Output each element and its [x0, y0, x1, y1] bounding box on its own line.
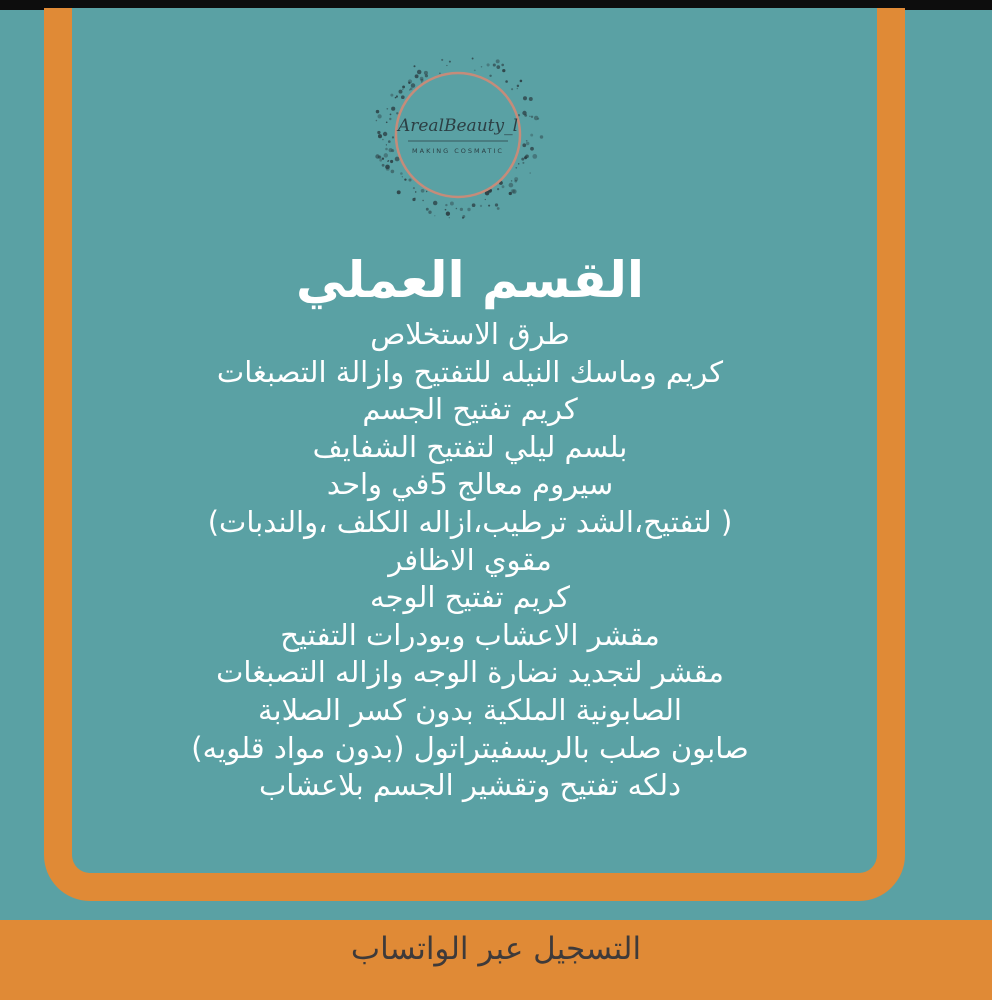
logo-dot	[422, 200, 423, 201]
logo-dot	[391, 107, 395, 111]
logo-dot	[530, 147, 534, 151]
logo-dot	[474, 70, 476, 72]
logo-dot	[402, 176, 403, 177]
logo-dot	[531, 116, 533, 118]
logo-dots	[375, 58, 543, 219]
logo-dot	[493, 63, 496, 66]
logo-dot	[449, 61, 451, 63]
logo-dot	[497, 188, 499, 190]
logo-dot	[511, 88, 513, 90]
logo-dot	[417, 70, 421, 74]
logo-dot	[472, 203, 476, 207]
logo-dot	[408, 79, 412, 83]
logo-dot	[497, 207, 500, 210]
logo-dot	[433, 201, 437, 205]
logo-dot	[395, 97, 397, 99]
logo-dot	[413, 65, 415, 67]
logo-dot	[401, 95, 405, 99]
logo-dot	[526, 140, 528, 142]
course-items-list	[100, 316, 840, 805]
logo-dot	[522, 111, 526, 115]
logo-dot	[522, 143, 526, 147]
logo-dot	[402, 88, 404, 90]
logo-dot	[532, 154, 537, 159]
logo-dot	[520, 80, 523, 83]
logo-dot	[502, 185, 505, 188]
logo-dot	[446, 65, 447, 66]
logo-dot	[529, 116, 530, 117]
logo-dot	[421, 189, 425, 193]
logo-dot	[462, 217, 464, 219]
logo-dot	[384, 153, 388, 157]
logo-dot	[412, 198, 415, 201]
logo-dot	[502, 69, 505, 72]
logo-dot	[523, 96, 527, 100]
logo-dot	[496, 59, 500, 63]
list-item: بلسم ليلي لتفتيح الشفايف	[312, 429, 628, 464]
logo-dot	[402, 85, 405, 88]
page-title: القسم العملي	[295, 251, 645, 309]
logo-dot	[390, 114, 392, 116]
logo-dot	[386, 144, 387, 145]
logo-dot	[496, 65, 500, 69]
logo-dot	[396, 112, 398, 114]
logo-dot	[378, 134, 382, 138]
list-item: كريم تفتيح الجسم	[362, 392, 578, 427]
logo-dot	[480, 205, 482, 207]
logo-dot	[411, 83, 415, 87]
whatsapp-registration-label[interactable]: التسجيل عبر الواتساب	[350, 931, 642, 967]
logo-dot	[485, 199, 486, 200]
logo-dot	[426, 208, 429, 211]
logo-dot	[450, 202, 454, 206]
logo-dot	[404, 178, 406, 180]
logo-dot	[522, 162, 524, 164]
logo-dot	[409, 89, 411, 91]
logo-dot	[445, 204, 447, 206]
logo-dot	[377, 131, 380, 134]
logo-dot	[397, 190, 401, 194]
logo-dot	[413, 187, 415, 189]
logo-dot	[421, 81, 422, 82]
logo-dot	[390, 160, 393, 163]
logo-dot	[509, 183, 514, 188]
logo-dot	[392, 136, 394, 138]
logo-dot	[382, 164, 385, 167]
logo-dot	[445, 209, 447, 211]
list-item: ( لتفتيح،الشد ترطيب،ازاله الكلف ،والندبات)	[207, 504, 733, 539]
logo-dot	[382, 139, 384, 141]
logo-dot	[376, 120, 378, 122]
logo-dot	[518, 163, 520, 165]
logo-dot	[515, 167, 517, 169]
logo-dot	[400, 172, 403, 175]
logo-dot	[390, 94, 393, 97]
logo-dot	[481, 66, 483, 68]
logo-name: ArealBeauty_l	[397, 116, 519, 136]
list-item: مقوي الاظافر	[388, 542, 552, 577]
logo-dot	[415, 191, 416, 192]
logo-dot	[408, 178, 411, 181]
logo-dot	[386, 121, 388, 123]
logo-dot	[439, 72, 441, 74]
logo-dot	[377, 114, 381, 118]
logo-dot	[495, 203, 498, 206]
logo-dot	[456, 208, 458, 210]
logo-dot	[487, 63, 490, 66]
logo-dot	[521, 158, 524, 161]
logo-dot	[382, 157, 384, 159]
logo-dot	[434, 215, 435, 216]
logo-dot	[391, 170, 395, 174]
logo-dot	[467, 208, 470, 211]
logo-dot	[424, 71, 428, 75]
logo-dot	[449, 217, 450, 218]
logo-dot	[514, 177, 518, 181]
logo-dot	[511, 180, 513, 182]
list-item: دلكه تفتيح وتقشير الجسم بلاعشاب	[259, 768, 681, 803]
logo-dot	[387, 161, 388, 162]
main-content	[100, 248, 840, 805]
logo-dot	[389, 148, 393, 152]
logo-dot	[386, 108, 388, 110]
logo-dot	[383, 132, 387, 136]
logo-dot	[395, 157, 400, 162]
logo-dot	[540, 135, 543, 138]
logo-dot	[537, 118, 539, 120]
logo-dot	[420, 77, 424, 81]
logo-dot	[399, 90, 403, 94]
logo-tagline: MAKING COSMATIC	[412, 147, 504, 155]
list-item: الصابونية الملكية بدون كسر الصلابة	[258, 692, 682, 727]
list-item: سيروم معالج 5في واحد	[326, 467, 614, 502]
logo-dot	[446, 212, 450, 216]
logo-dot	[501, 64, 504, 67]
logo-dot	[509, 192, 512, 195]
logo-dot	[460, 208, 463, 211]
logo-dot	[529, 97, 533, 101]
brand-logo	[368, 45, 548, 225]
list-item: مقشر الاعشاب وبودرات التفتيح	[280, 617, 660, 652]
logo-dot	[488, 205, 490, 207]
logo-dot	[388, 140, 391, 143]
logo-dot	[385, 148, 388, 151]
logo-dot	[376, 110, 379, 113]
logo-dot	[389, 118, 391, 120]
logo-dot	[441, 59, 443, 61]
list-item: طرق الاستخلاص	[370, 317, 570, 351]
logo-dot	[375, 154, 379, 158]
logo-dot	[415, 74, 419, 78]
logo-dot	[526, 142, 529, 145]
logo-dot	[524, 156, 526, 158]
logo-dot	[517, 88, 519, 90]
logo-dot	[505, 80, 508, 83]
logo-dot	[379, 159, 382, 162]
logo-dot	[386, 167, 390, 171]
list-item: كريم وماسك النيله للتفتيح وازالة التصبغات	[216, 354, 724, 389]
list-item: صابون صلب بالريسفيتراتول (بدون مواد قلويه)	[191, 730, 749, 765]
logo-dot	[428, 211, 431, 214]
logo-dot	[472, 58, 474, 60]
logo-dot	[529, 172, 531, 174]
logo-dot	[517, 85, 519, 87]
list-item: كريم تفتيح الوجه	[370, 580, 570, 615]
list-item: مقشر لتجديد نضارة الوجه وازاله التصبغات	[216, 655, 724, 690]
logo-dot	[426, 191, 427, 192]
logo-graphic	[368, 45, 548, 225]
logo-dot	[530, 134, 533, 137]
logo-dot	[489, 75, 491, 77]
